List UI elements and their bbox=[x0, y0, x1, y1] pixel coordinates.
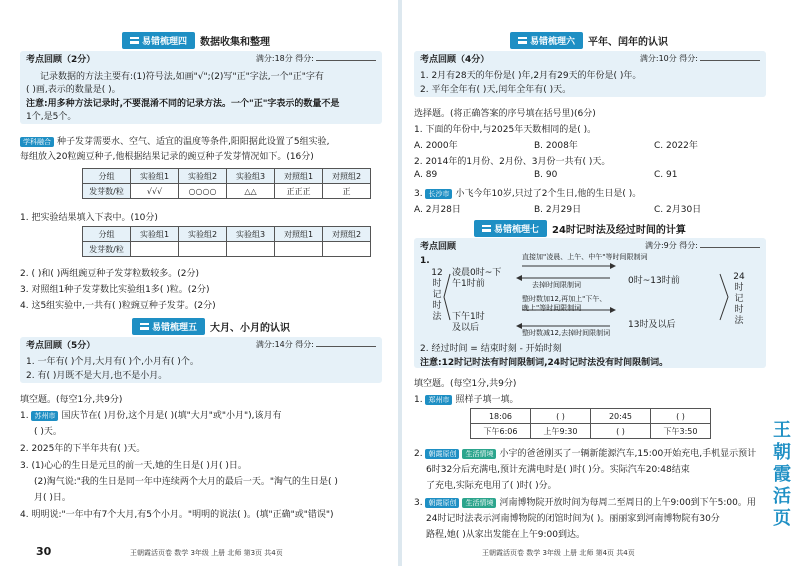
option-b[interactable]: B. 2008年 bbox=[534, 141, 578, 151]
section4-score bbox=[256, 53, 376, 64]
section5-q1: 1. 苏州市 国庆节在( )月份,这个月是( )(填"大月"或"小月"),该月有 bbox=[20, 411, 282, 421]
section4-intro1: 种子发芽需要水、空气、适宜的温度等条件,阳阳据此设置了5组实验, bbox=[57, 137, 330, 147]
table-row bbox=[83, 169, 371, 184]
section4-q1: 1. 把实验结果填入下表中。(10分) bbox=[20, 213, 158, 223]
section7-badge bbox=[474, 220, 547, 237]
table-cell: 发芽数/粒 bbox=[83, 242, 131, 257]
section6-name: 平年、闰年的认识 bbox=[588, 37, 669, 48]
section7-q2a: 小宇的爸爸刚买了一辆新能源汽车,15:00开始充电,手机显示预计 bbox=[499, 449, 757, 459]
table-cell: 下午6:06 bbox=[471, 424, 531, 439]
tag-subject: 学科融合 bbox=[20, 137, 54, 147]
table-cell: 发芽数/粒 bbox=[83, 184, 131, 199]
section7-name: 24时记时法及经过时间的计算 bbox=[552, 225, 686, 236]
option-c[interactable]: C. 2022年 bbox=[654, 141, 698, 151]
table-cell: △△ bbox=[227, 184, 275, 199]
table-row bbox=[471, 424, 711, 439]
answer-cell[interactable] bbox=[323, 242, 371, 257]
section5-q2: 2. 2025年的下半年共有( )天。 bbox=[20, 444, 146, 454]
section6-badge bbox=[510, 32, 583, 49]
table-row bbox=[471, 409, 711, 424]
option-a[interactable]: A. 89 bbox=[414, 170, 438, 180]
section5-title bbox=[132, 318, 290, 335]
tag-life: 生活情境 bbox=[462, 498, 496, 508]
table-cell: 上午9:30 bbox=[531, 424, 591, 439]
section-icon bbox=[518, 37, 527, 44]
section5-q3c: 月( )日。 bbox=[34, 493, 71, 503]
answer-cell[interactable]: ( ) bbox=[651, 409, 711, 424]
section7-q1: 1. 郑州市 照样子填一填。 bbox=[414, 395, 519, 405]
diagram-afternoon: 下午1时及以后 bbox=[452, 312, 485, 333]
section5-q3b: (2)淘气说:"我的生日是同一年中连续两个大月的最后一天。"淘气的生日是( ) bbox=[34, 477, 338, 487]
section6-choose-title: 选择题。(将正确答案的序号填在括号里)(6分) bbox=[414, 109, 596, 119]
diagram-label: 1. bbox=[420, 256, 430, 266]
section4-review-line2: ( )画,表示的数量是( )。 bbox=[26, 85, 121, 95]
table-cell: 对照组2 bbox=[323, 227, 371, 242]
diagram-12h-label: 12时记时法 bbox=[431, 268, 443, 322]
table-cell: √√√ bbox=[131, 184, 179, 199]
table-cell: ○○○○ bbox=[179, 184, 227, 199]
diagram-m-top: 直接加"凌晨、上午、中午"等时间限制词 bbox=[522, 253, 648, 261]
section7-q3c: 路程,她( )从家出发能在上午9:00到达。 bbox=[426, 530, 585, 540]
section7-q2c: 了充电,实际充电用了( )时( )分。 bbox=[426, 481, 557, 491]
diagram-24h-label: 24时记时法 bbox=[733, 272, 745, 326]
left-footer: 王朝霞活页卷 数学 3年级 上册 北师 第3页 共4页 bbox=[130, 549, 283, 557]
table-cell: 分组 bbox=[83, 227, 131, 242]
table-cell: 实验组1 bbox=[131, 227, 179, 242]
section4-q3: 3. 对照组1种子发芽数比实验组1多( )粒。(2分) bbox=[20, 285, 210, 295]
option-c[interactable]: C. 91 bbox=[654, 170, 678, 180]
diagram-morning: 凌晨0时~下午1时前 bbox=[452, 268, 502, 289]
section5-score-text: 满分:14分 得分: bbox=[255, 339, 314, 349]
brand-logo: 王朝霞活页 bbox=[773, 420, 791, 529]
section-icon bbox=[482, 225, 491, 232]
section4-q4: 4. 这5组实验中,一共有( )粒豌豆种子发芽。(2分) bbox=[20, 301, 216, 311]
section5-review-line1: 1. 一年有( )个月,大月有( )个,小月有( )个。 bbox=[26, 357, 199, 367]
section4-intro bbox=[20, 134, 329, 147]
section6-review-label: 考点回顾（4分） bbox=[420, 54, 490, 65]
section6-badge-text: 易错梳理六 bbox=[530, 37, 576, 47]
section7-q1-text: 照样子填一填。 bbox=[455, 395, 519, 405]
right-footer: 王朝霞活页卷 数学 3年级 上册 北师 第4页 共4页 bbox=[482, 549, 635, 557]
section7-review-note: 注意:12时记时法有时间限制词,24时记时法没有时间限制词。 bbox=[420, 358, 669, 368]
section4-review bbox=[20, 51, 382, 124]
answer-cell[interactable] bbox=[131, 242, 179, 257]
section4-review-label: 考点回顾（2分） bbox=[26, 54, 96, 65]
section5-review-line2: 2. 有( )月既不是大月,也不是小月。 bbox=[26, 371, 168, 381]
diagram-a-top2: 晚上"等时间限制词 bbox=[522, 304, 582, 312]
section-icon bbox=[140, 323, 149, 330]
right-page bbox=[402, 0, 800, 566]
table-cell: 实验组1 bbox=[131, 169, 179, 184]
table-cell: 对照组1 bbox=[275, 169, 323, 184]
section7-q3b: 24时记时法表示河南博物院的闭馆时间为( )。丽丽家到河南博物院有30分 bbox=[426, 514, 720, 524]
tag-life: 生活情境 bbox=[462, 449, 496, 459]
section6-review-line1: 1. 2月有28天的年份是( )年,2月有29天的年份是( )年。 bbox=[420, 71, 642, 81]
section4-name: 数据收集和整理 bbox=[200, 37, 271, 48]
section4-title bbox=[122, 32, 270, 49]
section4-q2: 2. ( )和( )两组豌豆种子发芽粒数较多。(2分) bbox=[20, 269, 199, 279]
table-cell: 实验组3 bbox=[227, 227, 275, 242]
section4-review-note: 注意:用多种方法记录时,不要混淆不同的记录方法。一个"正"字表示的数量不是 bbox=[26, 99, 340, 109]
tag-original: 朝霞原创 bbox=[425, 449, 459, 459]
section5-q4: 4. 明明说:"一年中有7个大月,有5个小月。"明明的说法( )。(填"正确"或"错误") bbox=[20, 510, 334, 520]
table-row bbox=[83, 184, 371, 199]
table-cell: 对照组2 bbox=[323, 169, 371, 184]
tag-city: 苏州市 bbox=[31, 411, 58, 421]
section4-review-line1: 记录数据的方法主要有:(1)符号法,如画"√";(2)写"正"字法,一个"正"字有 bbox=[40, 72, 324, 82]
option-a[interactable]: A. 2000年 bbox=[414, 141, 458, 151]
answer-cell[interactable]: ( ) bbox=[531, 409, 591, 424]
section4-badge-text: 易错梳理四 bbox=[142, 37, 188, 47]
section5-review-label: 考点回顾（5分） bbox=[26, 340, 96, 351]
section6-review bbox=[414, 51, 766, 97]
section6-q3-text: 小飞今年10岁,只过了2个生日,他的生日是( )。 bbox=[455, 189, 642, 199]
section6-score bbox=[640, 53, 760, 64]
table-row bbox=[83, 227, 371, 242]
record-table bbox=[82, 168, 371, 199]
table-cell: 18:06 bbox=[471, 409, 531, 424]
table-cell: 实验组2 bbox=[179, 227, 227, 242]
section4-review-note2: 1个,是5个。 bbox=[26, 112, 77, 122]
section7-q3: 3. 朝霞原创 生活情境 河南博物院开放时间为每周二至周日的上午9:00到下午5:00。用 bbox=[414, 498, 756, 508]
section7-review-label: 考点回顾 bbox=[420, 241, 457, 252]
section5-q3: 3. (1)心心的生日是元旦的前一天,她的生日是( )月( )日。 bbox=[20, 461, 247, 471]
time-table bbox=[470, 408, 711, 439]
section7-fill-title: 填空题。(每空1分,共9分) bbox=[414, 379, 517, 389]
left-page bbox=[0, 0, 398, 566]
diagram-m-bot: 去掉时间限制词 bbox=[532, 281, 581, 289]
table-cell: 分组 bbox=[83, 169, 131, 184]
table-row bbox=[83, 242, 371, 257]
section7-score bbox=[645, 240, 760, 251]
answer-cell[interactable] bbox=[275, 242, 323, 257]
page-number: 30 bbox=[36, 545, 52, 558]
section7-review bbox=[414, 238, 766, 368]
table-cell: 实验组2 bbox=[179, 169, 227, 184]
table-cell: 对照组1 bbox=[275, 227, 323, 242]
section5-badge bbox=[132, 318, 205, 335]
answer-table bbox=[82, 226, 371, 257]
section7-badge-text: 易错梳理七 bbox=[494, 225, 540, 235]
section5-name: 大月、小月的认识 bbox=[210, 323, 291, 334]
section4-intro2: 每组放入20粒豌豆种子,他根据结果记录的豌豆种子发芽情况如下。(16分) bbox=[20, 152, 314, 162]
section4-score-text: 满分:18分 得分: bbox=[255, 53, 314, 63]
tag-original: 朝霞原创 bbox=[425, 498, 459, 508]
section6-review-line2: 2. 平年全年有( )天,闰年全年有( )天。 bbox=[420, 85, 572, 95]
table-cell: 20:45 bbox=[591, 409, 651, 424]
option-b[interactable]: B. 2月29日 bbox=[534, 205, 582, 215]
answer-cell[interactable] bbox=[227, 242, 275, 257]
diagram-a-mid: 整时数减12,去掉时间限制词 bbox=[522, 329, 611, 337]
option-b[interactable]: B. 90 bbox=[534, 170, 558, 180]
table-cell: 实验组3 bbox=[227, 169, 275, 184]
section6-q2: 2. 2014年的1月份、2月份、3月份一共有( )天。 bbox=[414, 157, 611, 167]
section7-q3a: 河南博物院开放时间为每周二至周日的上午9:00到下午5:00。用 bbox=[499, 498, 756, 508]
option-c[interactable]: C. 2月30日 bbox=[654, 205, 702, 215]
table-cell: 下午3:50 bbox=[651, 424, 711, 439]
table-cell: 正正正 bbox=[275, 184, 323, 199]
diagram-a-top1: 整时数加12,再加上"下午、 bbox=[522, 295, 607, 303]
answer-cell[interactable]: ( ) bbox=[591, 424, 651, 439]
section7-title bbox=[474, 220, 686, 237]
section5-badge-text: 易错梳理五 bbox=[152, 323, 198, 333]
section7-q2: 2. 朝霞原创 生活情境 小宇的爸爸刚买了一辆新能源汽车,15:00开始充电,手机显示预计 bbox=[414, 449, 757, 459]
diagram-m-result: 0时~13时前 bbox=[628, 276, 680, 286]
tag-city: 郑州市 bbox=[425, 395, 452, 405]
section-icon bbox=[130, 37, 139, 44]
section7-q2b: 6时32分后充满电,预计充满电时是( )时( )分。实际汽车20:48结束 bbox=[426, 465, 690, 475]
section6-q1: 1. 下面的年份中,与2025年天数相同的是( )。 bbox=[414, 125, 597, 135]
option-a[interactable]: A. 2月28日 bbox=[414, 205, 461, 215]
tag-city: 长沙市 bbox=[425, 189, 452, 199]
section6-title bbox=[510, 32, 668, 49]
section5-score bbox=[256, 339, 376, 350]
table-cell: 正 bbox=[323, 184, 371, 199]
section6-score-text: 满分:10分 得分: bbox=[639, 53, 698, 63]
section7-score-text: 满分:9分 得分: bbox=[644, 240, 698, 250]
answer-cell[interactable] bbox=[179, 242, 227, 257]
section5-review bbox=[20, 337, 382, 383]
section5-q1b: ( )天。 bbox=[34, 427, 62, 437]
section5-fill-title: 填空题。(每空1分,共9分) bbox=[20, 395, 123, 405]
diagram-a-result: 13时及以后 bbox=[628, 320, 676, 330]
section6-q3: 3. 长沙市 小飞今年10岁,只过了2个生日,他的生日是( )。 bbox=[414, 189, 642, 199]
section7-review-line2: 2. 经过时间 = 结束时刻 - 开始时刻 bbox=[420, 344, 562, 354]
section4-badge bbox=[122, 32, 195, 49]
section5-q1a: 国庆节在( )月份,这个月是( )(填"大月"或"小月"),该月有 bbox=[61, 411, 282, 421]
